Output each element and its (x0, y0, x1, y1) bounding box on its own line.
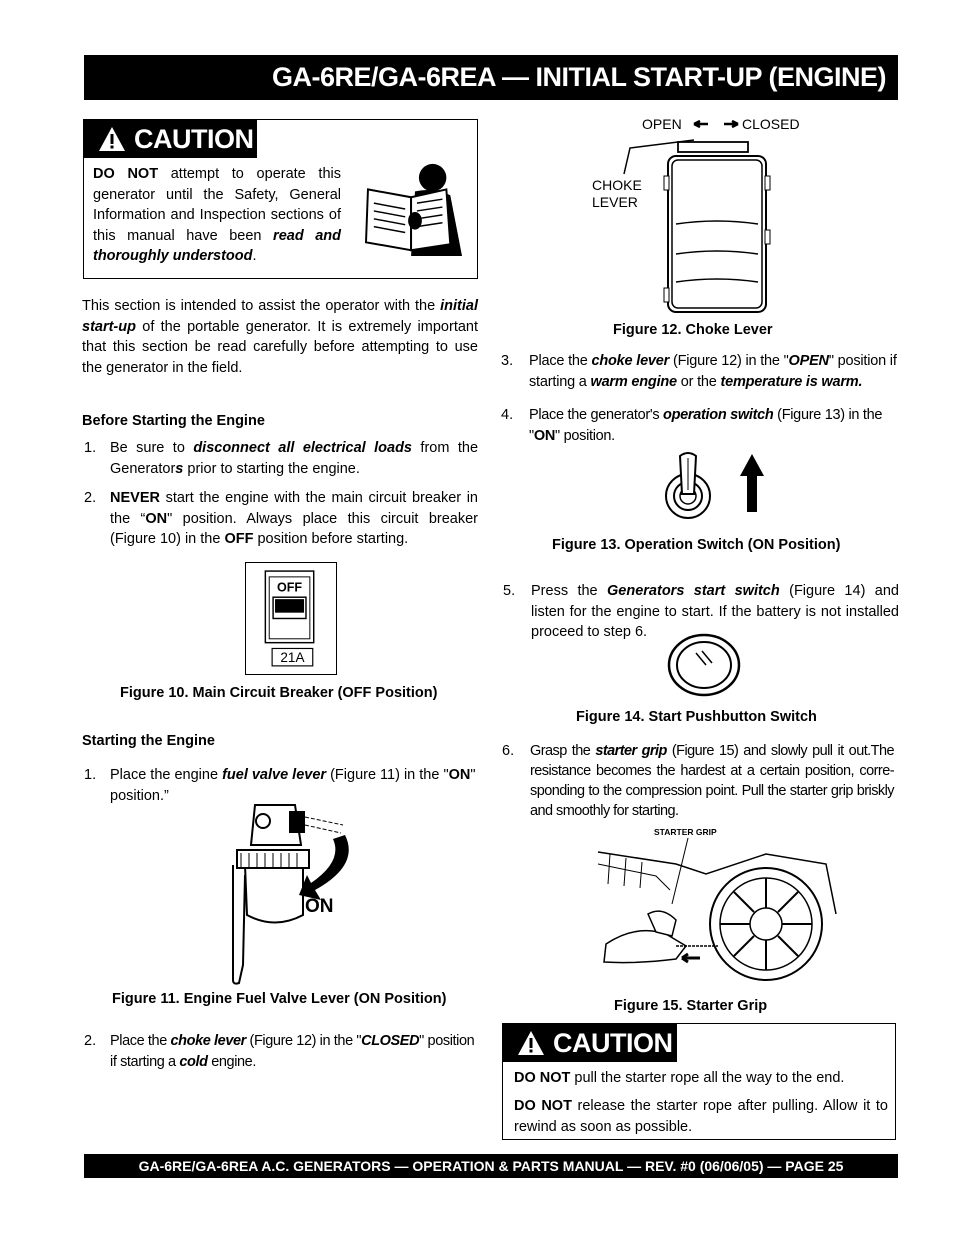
list-number: 5. (503, 583, 516, 599)
caution-label-text: CAUTION (553, 1027, 673, 1058)
caution-line-2: DO NOT release the starter rope after pulling. Allow it to rewind as soon as possible. (514, 1098, 888, 1135)
list-number: 4. (501, 407, 514, 423)
section-heading-before: Before Starting the Engine (82, 413, 265, 429)
figure-11-caption: Figure 11. Engine Fuel Valve Lever (ON Position) (112, 991, 447, 1007)
choke-open-label: OPEN (642, 116, 682, 132)
list-number: 1. (84, 440, 97, 456)
page-footer-bar (84, 1154, 898, 1178)
figure-10-caption: Figure 10. Main Circuit Breaker (OFF Position) (120, 685, 438, 701)
list-item: Place the generator's operation switch (Figure 13) in the "ON" position. (529, 407, 883, 444)
reading-manual-icon (356, 160, 474, 258)
figure-14-start-pushbutton (666, 633, 742, 697)
warning-triangle-icon (517, 1030, 545, 1056)
list-number: 2. (84, 1033, 97, 1049)
caution-label-text: CAUTION (134, 123, 254, 154)
choke-lever-label-2: LEVER (592, 194, 638, 210)
figure-11-fuel-valve (215, 795, 365, 985)
figure-13-caption: Figure 13. Operation Switch (ON Position) (552, 537, 841, 553)
starter-grip-label: STARTER GRIP (654, 827, 717, 837)
fuel-valve-on-label: ON (305, 896, 334, 917)
caution-line-1: DO NOT pull the starter rope all the way to the end. (514, 1070, 845, 1086)
page-footer-text: GA-6RE/GA-6REA A.C. GENERATORS — OPERATION & PARTS MANUAL — REV. #0 (06/06/05) — PAGE 25 (138, 1158, 844, 1174)
figure-10-breaker (245, 562, 337, 675)
list-item: Place the choke lever (Figure 12) in the "CLOSED" position if starting a cold engine. (110, 1033, 475, 1070)
section-heading-starting: Starting the Engine (82, 733, 215, 749)
intro-paragraph: This section is intended to assist the operator with the initial start-up of the portable generator. It is extremely important that this section be read carefully before attempting to use the generator in the field. (82, 298, 478, 376)
list-item: NEVER start the engine with the main circuit breaker in the “ON" position. Always place this circuit breaker (Figure 10) in the OFF position before starting. (110, 490, 478, 547)
breaker-rating: 21A (280, 650, 305, 666)
list-item: Place the engine fuel valve lever (Figure 11) in the "ON" position.” (110, 767, 476, 804)
caution-label (503, 1024, 677, 1062)
list-number: 2. (84, 490, 97, 506)
list-item: Press the Generators start switch (Figure 14) and listen for the engine to start. If the battery is not installed proceed to step 6. (531, 583, 899, 640)
list-number: 6. (502, 743, 515, 759)
list-number: 3. (501, 353, 514, 369)
breaker-switch-label: OFF (276, 580, 303, 595)
choke-lever-label-1: CHOKE (592, 177, 642, 193)
list-item: Be sure to disconnect all electrical loads from the Generators prior to starting the engine. (110, 440, 479, 477)
warning-triangle-icon (98, 126, 126, 152)
list-item: Place the choke lever (Figure 12) in the "OPEN" position if starting a warm engine or the temperature is warm. (529, 353, 897, 390)
figure-15-caption: Figure 15. Starter Grip (614, 998, 768, 1014)
circuit-breaker-icon (246, 563, 335, 673)
list-item: Grasp the starter grip (Figure 15) and slowly pull it out.The resistance becomes the hardest at a certain position, corre- sponding to the compression point. Pull the starter grip briskly and smoothly for starting. (530, 743, 894, 819)
figure-12-choke-lever (590, 112, 890, 317)
caution-text: DO NOT attempt to operate this generator until the Safety, General Information and Inspection sections of this manual have been read and thoroughly understood. (93, 166, 342, 264)
choke-closed-label: CLOSED (742, 116, 800, 132)
page-title: GA-6RE/GA-6REA — INITIAL START-UP (ENGINE) (271, 62, 886, 92)
caution-label (84, 120, 257, 158)
caution-box-top (83, 119, 478, 279)
page-header-bar (84, 55, 898, 100)
figure-14-caption: Figure 14. Start Pushbutton Switch (576, 709, 817, 725)
list-number: 1. (84, 767, 97, 783)
figure-13-operation-switch (662, 450, 772, 530)
figure-12-caption: Figure 12. Choke Lever (613, 322, 773, 338)
figure-15-starter-grip (596, 824, 846, 984)
caution-box-bottom (502, 1023, 896, 1140)
